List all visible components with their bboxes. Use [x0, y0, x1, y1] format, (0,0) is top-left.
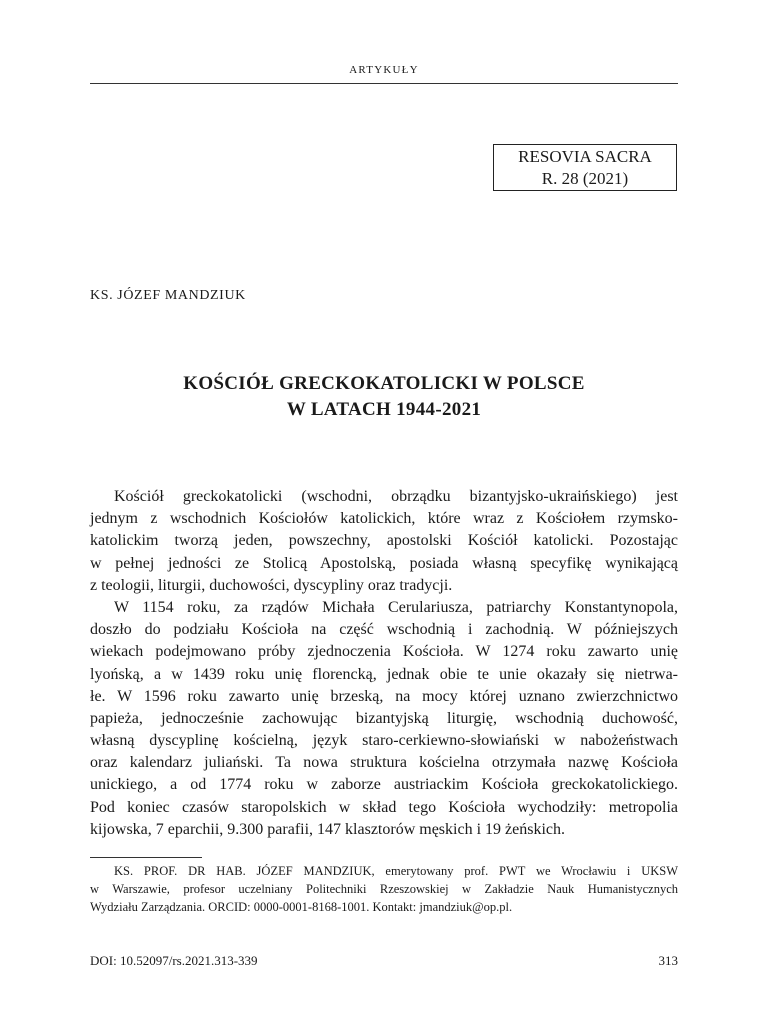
body-line: Kościół greckokatolicki (wschodni, obrządku bizantyjsko-ukraińskiego) jest [114, 488, 678, 505]
section-label: ARTYKUŁY [349, 64, 419, 76]
body-line: w pełnej jedności ze Stolicą Apostolską, posiada własną specyfikę wynikającą [90, 554, 678, 572]
footnote-line: w Warszawie, profesor uczelniany Politechniki Rzeszowskiej w Zakładzie Nauk Humanistycznych [90, 882, 678, 896]
body-line: W 1154 roku, za rządów Michała Cerulariusza, patriarchy Konstantynopola, [114, 598, 678, 616]
author-footnote [90, 862, 678, 916]
body-line: papieża, jednocześnie zachowując bizantyjską liturgię, wschodnią duchowość, [90, 709, 678, 727]
body-line: łe. W 1596 roku zawarto unię brzeską, na mocy której uznano zwierzchnictwo [90, 687, 678, 705]
footnote-line: Wydziału Zarządzania. ORCID: 0000-0001-8168-1001. Kontakt: jmandziuk@op.pl. [90, 900, 513, 914]
article-title-line-2: W LATACH 1944-2021 [286, 399, 482, 420]
body-line: unickiego, a od 1774 roku w zaborze austriackim Kościoła greckokatolickiego. [90, 776, 678, 794]
footnote-line: KS. PROF. DR HAB. JÓZEF MANDZIUK, emerytowany prof. PWT we Wrocławiu i UKSW [114, 864, 678, 878]
body-line: wiekach podejmowano próby zjednoczenia Kościoła. W 1274 roku zawarto unię [90, 643, 678, 661]
body-line: doszło do podziału Kościoła na część wschodnią i zachodnią. W późniejszych [90, 621, 678, 639]
footnote-rule [90, 857, 202, 858]
page-number: 313 [658, 953, 678, 968]
article-body [90, 486, 678, 841]
header-rule [90, 83, 678, 84]
body-line: z teologii, liturgii, duchowości, dyscypliny oraz tradycji. [90, 576, 453, 594]
article-title-line-1: KOŚCIÓŁ GRECKOKATOLICKI W POLSCE [183, 373, 585, 394]
body-line: katolickim tworzą jeden, powszechny, apostolski Kościół katolicki. Pozostając [90, 532, 678, 550]
body-line: Pod koniec czasów staropolskich w skład tego Kościoła wychodziły: metropolia [90, 798, 678, 816]
body-line: lyońską, a w 1439 roku unię florencką, jednak obie te unie okazały się nietrwa- [90, 665, 678, 683]
body-line: jednym z wschodnich Kościołów katolickich, które wraz z Kościołem rzymsko- [90, 510, 678, 528]
body-line: oraz kalendarz juliański. Ta nowa struktura kościelna otrzymała nazwę Kościoła [90, 754, 678, 772]
journal-info-box [493, 144, 677, 191]
article-title [0, 371, 768, 423]
article-author: KS. JÓZEF MANDZIUK [90, 288, 246, 303]
doi-link[interactable]: DOI: 10.52097/rs.2021.313-339 [90, 953, 258, 968]
body-line: własną dyscyplinę kościelną, język staro-cerkiewno-słowiański w nabożeństwach [90, 732, 678, 750]
journal-volume: R. 28 (2021) [541, 169, 629, 188]
journal-name: RESOVIA SACRA [518, 147, 652, 166]
body-line: kijowska, 7 eparchii, 9.300 parafii, 147 klasztorów męskich i 19 żeńskich. [90, 820, 565, 838]
